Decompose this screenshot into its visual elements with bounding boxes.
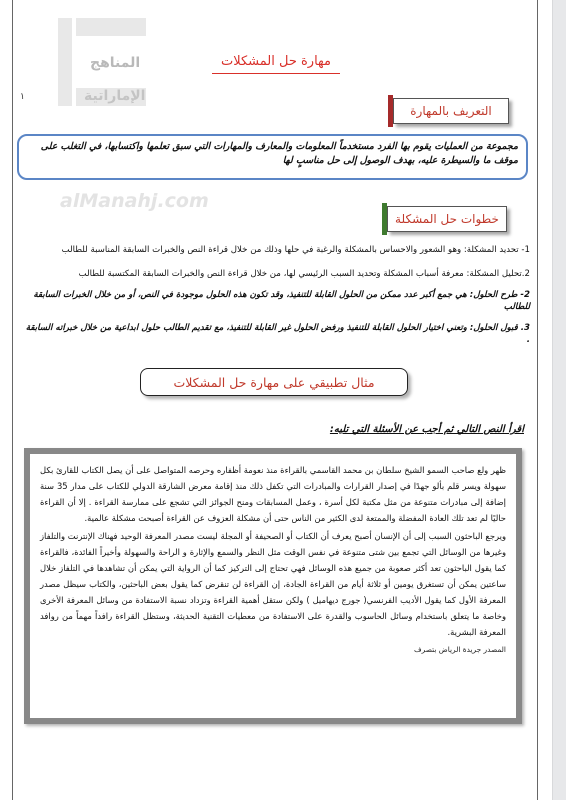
step-item: 3. قبول الحلول: وتعني اختيار الحلول القابلة للتنفيذ ورفض الحلول غير القابلة للتنفيذ، مع تقديم الطالب حلول ابداعية من خلال خبراته السابقة . [25, 323, 530, 345]
page-number: ١ [20, 92, 25, 102]
heading-accent-bar [388, 95, 393, 127]
page-title: مهارة حل المشكلات [220, 54, 331, 69]
watermark-text-line2: الإماراتية [84, 88, 146, 104]
source-note: المصدر جريدة الرياض بتصرف [413, 645, 506, 654]
reading-instruction: اقرأ النص التالي ثم أجب عن الأسئلة التي تليه: [329, 424, 524, 435]
reading-passage [24, 448, 522, 724]
steps-heading-label: خطوات حل المشكلة [395, 212, 499, 226]
definition-box [17, 134, 528, 180]
watermark-url: alManahj.com [60, 190, 209, 212]
definition-text: مجموعة من العمليات يقوم بها الفرد مستخدماً المعلومات والمعارف والمهارات التي سبق تعلمها واكتسابها، في التغلب على موقف ما والسيطرة عليه، بهدف الوصول إلى حل مناسبٍ لها [40, 141, 518, 166]
reading-paragraph: ويرجع الباحثون السبب إلى أن الإنسان أصبح يعرف أن الكتاب أو الصحيفة أو المجلة ليست مصدر المعرفة الوحيد فهناك الإنترنت والتلفاز وغيرها من الوسائل التي تجمع بين شتى متنوعة في نفس الوقت مثل النظر والسمع والإثارة و الراحة والسهولة وأخيراً الفائدة، فالقراءة كما يقول الباحثون تعد أكثر صعوبة من جميع هذه الوسائل فهي تحتاج إلى التركيز كما أن الرواية التي يمكن أن تشاهدها في التلفاز خلال ساعتين يمكن أن تستغرق يومين أو ثلاثة أيام من القراءة الجادة، إن القراءة لن تنقرض كما يقول بعض الباحثين، والكتاب سيظل مصدر المعرفة الأول كما يقول الأديب الفرنسي( جورج ديهاميل ) ولكن ستقل أهمية القراءة وتزداد نسبة الاستفادة من وسائل المعرفة الأخرى وخاصة ما يتعلق باستخدام وسائل الحاسوب والقدرة على الاستفادة من معطيات التقنية الحديثة، وستظل القراءة رافداً مهماً من روافد المعرفة البشرية. [40, 531, 506, 637]
step-item: 2- طرح الحلول: هي جمع أكبر عدد ممكن من الحلول القابلة للتنفيذ، وقد تكون هذه الحلول موجودة في النص، أو من خلال الخبرات السابقة للطالب [33, 290, 530, 312]
watermark-text-line1: المناهج [90, 55, 141, 71]
steps-list [20, 244, 530, 346]
step-item: 2.تحليل المشكلة: معرفة أسباب المشكلة وتحديد السبب الرئيسي لها، من خلال قراءة النص والخبرات السابقة المكتسبة للطالب [78, 269, 530, 279]
definition-heading [393, 98, 509, 124]
heading-accent-bar [382, 203, 387, 235]
example-heading-label: مثال تطبيقي على مهارة حل المشكلات [173, 374, 375, 390]
definition-heading-label: التعريف بالمهارة [410, 104, 492, 118]
reading-paragraph: ظهر ولع صاحب السمو الشيخ سلطان بن محمد القاسمي بالقراءة منذ نعومة أظفاره وحرصه المتواصل على أن يصل الكتاب للقارئ بكل سهولة ويسر قلم بألو جهدًا في إصدار القرارات والمبادرات التي تكفل ذلك منذ إقامة معرض الشارقة الدولي للكتاب على مدار 35 سنة إضافة إلى مبادرات متنوعة من مثل مكتبة لكل أسرة ، وعمل المسابقات ومنح الجوائز التي تشجع على ممارسة القراءة . إلا أن القراءة حاليًا لم تعد تلك العادة المفضلة والممتعة لدى الكثير من الناس حتى أن مشكلة العزوف عن القراءة أصبحت مشكلة عالمية. [40, 465, 506, 523]
steps-heading [387, 206, 507, 232]
title-underline [212, 73, 340, 74]
step-item: 1- تحديد المشكلة: وهو الشعور والاحساس بالمشكلة والرغبة في حلها وذلك من خلال قراءة النص والخبرات السابقة المناسبة للطالب [61, 245, 530, 255]
viewer-side-strip [552, 0, 566, 800]
example-heading [140, 368, 408, 396]
